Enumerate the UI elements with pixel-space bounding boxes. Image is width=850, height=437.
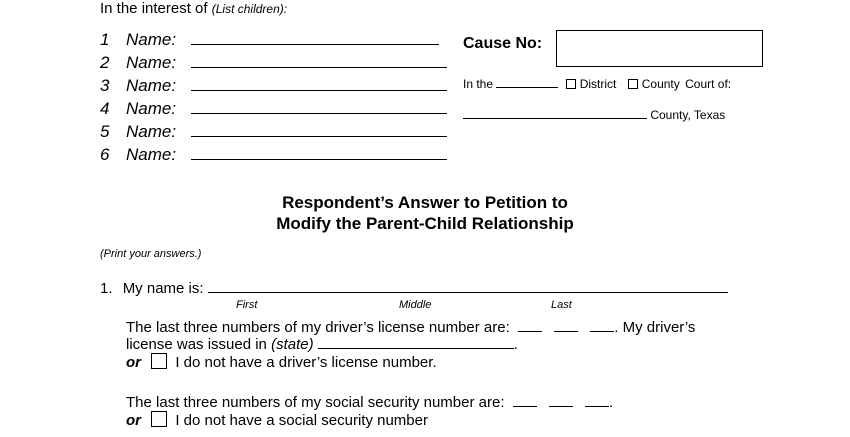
child-number: 4 [100,99,110,118]
child-number: 3 [100,76,110,95]
ssn-period: . [609,394,614,411]
child-name-field-2[interactable] [191,53,447,68]
my-name-field[interactable] [208,280,728,293]
dl-text2: . My driver’s [614,319,696,336]
dl-text3: license was issued in [126,336,267,353]
child-name-row-4 [100,99,447,119]
dl-line2 [126,336,695,353]
ssn-digit-1[interactable] [513,396,537,407]
no-ssn-checkbox[interactable] [151,411,167,427]
county-label: County [641,77,680,91]
ssn-text: The last three numbers of my social security number are: [126,394,505,411]
court-number-field[interactable] [496,77,558,88]
interest-prefix: In the interest of [100,0,208,17]
child-name-row-2 [100,53,447,73]
interest-line [100,0,287,17]
ssn-line1 [126,394,613,411]
district-label: District [579,77,617,91]
child-number: 5 [100,122,110,141]
child-name-field-3[interactable] [191,76,447,91]
dl-line1 [126,319,695,336]
county-checkbox[interactable] [628,79,638,89]
no-dl-label: I do not have a driver’s license number. [175,354,437,371]
first-name-label: First [236,299,258,311]
court-of-label: Court of: [685,77,732,91]
child-name-row-5 [100,122,447,142]
cause-number-label: Cause No: [463,35,543,52]
print-hint: (Print your answers.) [100,248,202,260]
ssn-digit-3[interactable] [585,396,609,407]
q1-number: 1. [100,280,113,297]
q1-name-line [100,280,728,297]
county-texas-label: County, Texas [650,108,726,122]
dl-text1: The last three numbers of my driver’s license number are: [126,319,510,336]
cause-number-field[interactable] [556,30,763,67]
dl-state-label: (state) [271,336,314,353]
county-name-field[interactable] [463,108,647,119]
child-name-row-3 [100,76,447,96]
child-name-label: Name: [126,145,177,164]
child-name-field-6[interactable] [191,145,447,160]
form-title-line1: Respondent’s Answer to Petition to [282,193,568,212]
child-name-label: Name: [126,30,177,49]
child-name-label: Name: [126,122,177,141]
middle-name-label: Middle [399,299,432,311]
court-line [463,77,731,91]
child-number: 2 [100,53,110,72]
or-label: or [126,412,141,429]
ssn-digit-2[interactable] [549,396,573,407]
county-texas-line [463,108,725,122]
ssn-line2 [126,411,613,429]
no-ssn-label: I do not have a social security number [175,412,428,429]
child-name-field-4[interactable] [191,99,447,114]
interest-hint: (List children): [211,2,288,16]
child-name-field-5[interactable] [191,122,447,137]
child-name-label: Name: [126,76,177,95]
ssn-block [126,394,613,429]
child-name-label: Name: [126,53,177,72]
child-name-field-1[interactable] [191,30,439,45]
my-name-label: My name is: [122,280,204,297]
dl-state-field[interactable] [318,338,514,349]
dl-digit-2[interactable] [554,321,578,332]
child-number: 6 [100,145,110,164]
district-checkbox[interactable] [566,79,576,89]
child-number: 1 [100,30,110,49]
dl-line3 [126,353,695,371]
dl-block [126,319,695,371]
child-name-row-1 [100,30,439,50]
dl-digit-3[interactable] [590,321,614,332]
child-name-label: Name: [126,99,177,118]
form-title [0,192,850,234]
dl-digit-1[interactable] [518,321,542,332]
child-name-row-6 [100,145,447,165]
last-name-label: Last [551,299,572,311]
no-dl-checkbox[interactable] [151,353,167,369]
dl-period: . [513,336,518,353]
form-title-line2: Modify the Parent-Child Relationship [276,214,574,233]
or-label: or [126,354,141,371]
court-in-the: In the [463,77,494,91]
